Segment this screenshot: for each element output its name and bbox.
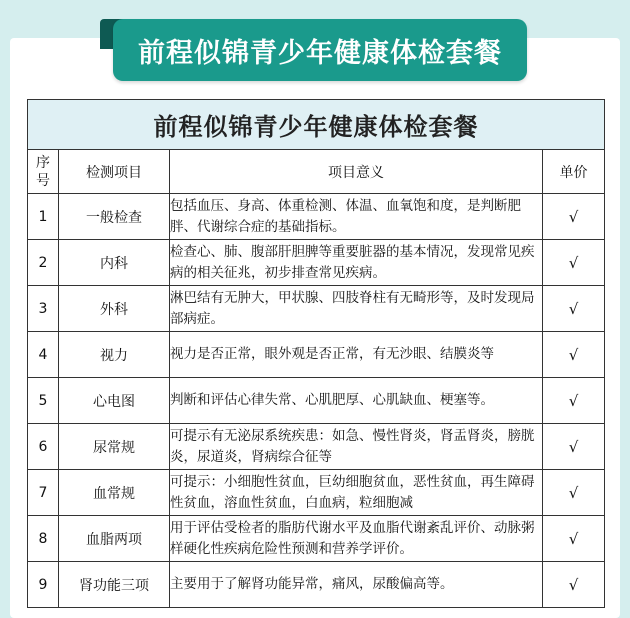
row-seq: 4 bbox=[28, 332, 59, 378]
row-meaning: 用于评估受检者的脂肪代谢水平及血脂代谢紊乱评价、动脉粥样硬化性疾病危险性预测和营养学评价。 bbox=[170, 516, 543, 562]
row-seq: 2 bbox=[28, 240, 59, 286]
checkup-package-table bbox=[27, 99, 605, 608]
row-price-check: √ bbox=[543, 332, 605, 378]
table-row bbox=[28, 332, 605, 378]
header-price: 单价 bbox=[543, 150, 605, 194]
table-title-row bbox=[28, 100, 605, 150]
table-row bbox=[28, 194, 605, 240]
row-price-check: √ bbox=[543, 424, 605, 470]
row-meaning: 视力是否正常，眼外观是否正常，有无沙眼、结膜炎等 bbox=[170, 332, 543, 378]
table-row bbox=[28, 240, 605, 286]
row-meaning: 可提示有无泌尿系统疾患：如急、慢性肾炎，肾盂肾炎，膀胱炎，尿道炎，肾病综合征等 bbox=[170, 424, 543, 470]
row-meaning: 主要用于了解肾功能异常，痛风，尿酸偏高等。 bbox=[170, 562, 543, 608]
row-meaning: 包括血压、身高、体重检测、体温、血氧饱和度，是判断肥胖、代谢综合症的基础指标。 bbox=[170, 194, 543, 240]
row-seq: 8 bbox=[28, 516, 59, 562]
table-header-row bbox=[28, 150, 605, 194]
header-item: 检测项目 bbox=[59, 150, 170, 194]
row-item: 尿常规 bbox=[59, 424, 170, 470]
table-row bbox=[28, 378, 605, 424]
row-item: 内科 bbox=[59, 240, 170, 286]
row-item: 一般检查 bbox=[59, 194, 170, 240]
row-meaning: 可提示：小细胞性贫血，巨幼细胞贫血，恶性贫血，再生障碍性贫血，溶血性贫血，白血病，粒细胞减 bbox=[170, 470, 543, 516]
table-row bbox=[28, 470, 605, 516]
row-item: 外科 bbox=[59, 286, 170, 332]
table-row bbox=[28, 516, 605, 562]
row-seq: 5 bbox=[28, 378, 59, 424]
header-seq bbox=[28, 150, 59, 194]
page-title-banner bbox=[113, 19, 527, 81]
table-row bbox=[28, 562, 605, 608]
page-title: 前程似锦青少年健康体检套餐 bbox=[138, 37, 502, 69]
row-item: 血常规 bbox=[59, 470, 170, 516]
table-title: 前程似锦青少年健康体检套餐 bbox=[28, 100, 605, 150]
row-item: 血脂两项 bbox=[59, 516, 170, 562]
row-price-check: √ bbox=[543, 470, 605, 516]
row-item: 视力 bbox=[59, 332, 170, 378]
row-seq: 7 bbox=[28, 470, 59, 516]
row-price-check: √ bbox=[543, 194, 605, 240]
row-seq: 6 bbox=[28, 424, 59, 470]
row-price-check: √ bbox=[543, 378, 605, 424]
table-row bbox=[28, 424, 605, 470]
row-meaning: 淋巴结有无肿大，甲状腺、四肢脊柱有无畸形等，及时发现局部病症。 bbox=[170, 286, 543, 332]
header-meaning: 项目意义 bbox=[170, 150, 543, 194]
row-meaning: 检查心、肺、腹部肝胆脾等重要脏器的基本情况，发现常见疾病的相关征兆，初步排查常见疾病。 bbox=[170, 240, 543, 286]
row-price-check: √ bbox=[543, 562, 605, 608]
row-item: 肾功能三项 bbox=[59, 562, 170, 608]
row-item: 心电图 bbox=[59, 378, 170, 424]
row-price-check: √ bbox=[543, 240, 605, 286]
row-seq: 1 bbox=[28, 194, 59, 240]
row-meaning: 判断和评估心律失常、心肌肥厚、心肌缺血、梗塞等。 bbox=[170, 378, 543, 424]
table-row bbox=[28, 286, 605, 332]
row-seq: 3 bbox=[28, 286, 59, 332]
row-price-check: √ bbox=[543, 516, 605, 562]
row-price-check: √ bbox=[543, 286, 605, 332]
header-seq-label: 序 号 bbox=[36, 154, 50, 189]
row-seq: 9 bbox=[28, 562, 59, 608]
